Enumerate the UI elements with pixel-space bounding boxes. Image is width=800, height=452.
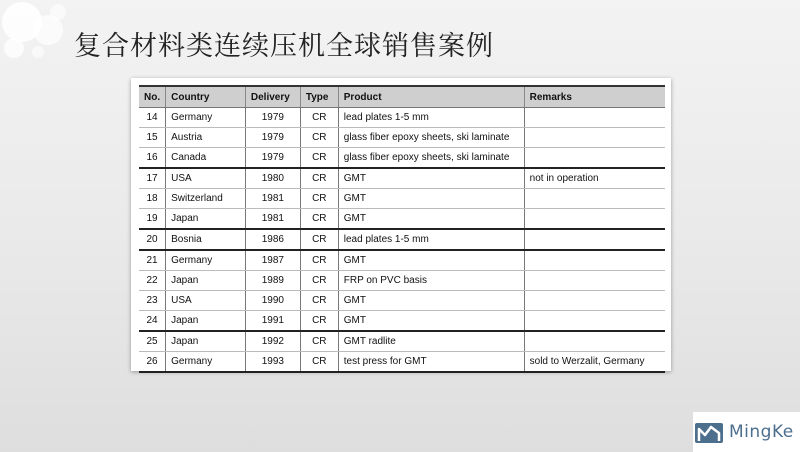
- table-cell: [524, 209, 665, 230]
- table-row: [139, 209, 665, 230]
- table-cell: 20: [139, 229, 166, 250]
- table-cell: 1979: [245, 148, 300, 169]
- table-cell: Japan: [166, 331, 246, 352]
- table-cell: glass fiber epoxy sheets, ski laminate: [338, 128, 524, 148]
- table-cell: 19: [139, 209, 166, 230]
- table-cell: Canada: [166, 148, 246, 169]
- table-cell: [524, 331, 665, 352]
- table-cell: [524, 311, 665, 332]
- column-header: Delivery: [245, 86, 300, 108]
- table-cell: Japan: [166, 271, 246, 291]
- table-cell: [524, 148, 665, 169]
- table-cell: Bosnia: [166, 229, 246, 250]
- table-cell: GMT: [338, 311, 524, 332]
- table-cell: CR: [300, 271, 338, 291]
- table-cell: CR: [300, 148, 338, 169]
- table-cell: 1987: [245, 250, 300, 271]
- table-cell: Japan: [166, 209, 246, 230]
- table-cell: GMT: [338, 168, 524, 189]
- table-cell: 1989: [245, 271, 300, 291]
- table-row: [139, 128, 665, 148]
- table-cell: [524, 128, 665, 148]
- logo-text: MingKe: [729, 422, 794, 442]
- table-cell: 1993: [245, 352, 300, 373]
- table-cell: 1986: [245, 229, 300, 250]
- table-cell: 1990: [245, 291, 300, 311]
- column-header: Type: [300, 86, 338, 108]
- table-row: [139, 311, 665, 332]
- table-cell: 17: [139, 168, 166, 189]
- table-row: [139, 148, 665, 169]
- column-header: Product: [338, 86, 524, 108]
- table-cell: USA: [166, 168, 246, 189]
- table-row: [139, 189, 665, 209]
- table-cell: 25: [139, 331, 166, 352]
- table-cell: [524, 291, 665, 311]
- table-cell: Germany: [166, 352, 246, 373]
- table-cell: sold to Werzalit, Germany: [524, 352, 665, 373]
- page-title: 复合材料类连续压机全球销售案例: [74, 31, 494, 62]
- table-cell: 16: [139, 148, 166, 169]
- table-cell: lead plates 1-5 mm: [338, 108, 524, 128]
- table-row: [139, 271, 665, 291]
- table-cell: GMT: [338, 189, 524, 209]
- table-cell: [524, 229, 665, 250]
- table-cell: 1980: [245, 168, 300, 189]
- table-cell: 23: [139, 291, 166, 311]
- table-cell: Germany: [166, 250, 246, 271]
- table-cell: CR: [300, 189, 338, 209]
- table-cell: 18: [139, 189, 166, 209]
- m-logo-icon: [693, 419, 725, 445]
- table-cell: 14: [139, 108, 166, 128]
- table-cell: 24: [139, 311, 166, 332]
- table-cell: USA: [166, 291, 246, 311]
- table-cell: CR: [300, 311, 338, 332]
- table-cell: CR: [300, 108, 338, 128]
- table-cell: Japan: [166, 311, 246, 332]
- table-cell: CR: [300, 352, 338, 373]
- column-header: Remarks: [524, 86, 665, 108]
- table-cell: 1981: [245, 209, 300, 230]
- table-header-row: [139, 86, 665, 108]
- table-cell: 21: [139, 250, 166, 271]
- table-cell: CR: [300, 291, 338, 311]
- table-cell: 1981: [245, 189, 300, 209]
- table-cell: 1991: [245, 311, 300, 332]
- column-header: Country: [166, 86, 246, 108]
- table-row: [139, 331, 665, 352]
- table-cell: 1979: [245, 128, 300, 148]
- table-row: [139, 168, 665, 189]
- table-cell: [524, 189, 665, 209]
- table-cell: [524, 271, 665, 291]
- table-cell: CR: [300, 168, 338, 189]
- table-cell: Germany: [166, 108, 246, 128]
- column-header: No.: [139, 86, 166, 108]
- table-cell: lead plates 1-5 mm: [338, 229, 524, 250]
- table-cell: GMT: [338, 291, 524, 311]
- table-cell: 1979: [245, 108, 300, 128]
- table-cell: [524, 250, 665, 271]
- table-row: [139, 229, 665, 250]
- table-cell: 26: [139, 352, 166, 373]
- table-cell: GMT: [338, 209, 524, 230]
- table-cell: 15: [139, 128, 166, 148]
- table-cell: CR: [300, 128, 338, 148]
- sales-table: [139, 85, 665, 373]
- sales-table-card: [131, 78, 671, 371]
- table-cell: not in operation: [524, 168, 665, 189]
- table-cell: 1992: [245, 331, 300, 352]
- table-cell: test press for GMT: [338, 352, 524, 373]
- table-cell: CR: [300, 209, 338, 230]
- table-cell: [524, 108, 665, 128]
- table-row: [139, 250, 665, 271]
- table-cell: GMT radlite: [338, 331, 524, 352]
- brand-logo: [693, 412, 800, 452]
- table-cell: CR: [300, 250, 338, 271]
- table-cell: FRP on PVC basis: [338, 271, 524, 291]
- table-cell: GMT: [338, 250, 524, 271]
- table-cell: Austria: [166, 128, 246, 148]
- table-row: [139, 108, 665, 128]
- table-row: [139, 352, 665, 373]
- table-cell: glass fiber epoxy sheets, ski laminate: [338, 148, 524, 169]
- table-cell: CR: [300, 229, 338, 250]
- table-row: [139, 291, 665, 311]
- table-cell: 22: [139, 271, 166, 291]
- table-cell: CR: [300, 331, 338, 352]
- table-cell: Switzerland: [166, 189, 246, 209]
